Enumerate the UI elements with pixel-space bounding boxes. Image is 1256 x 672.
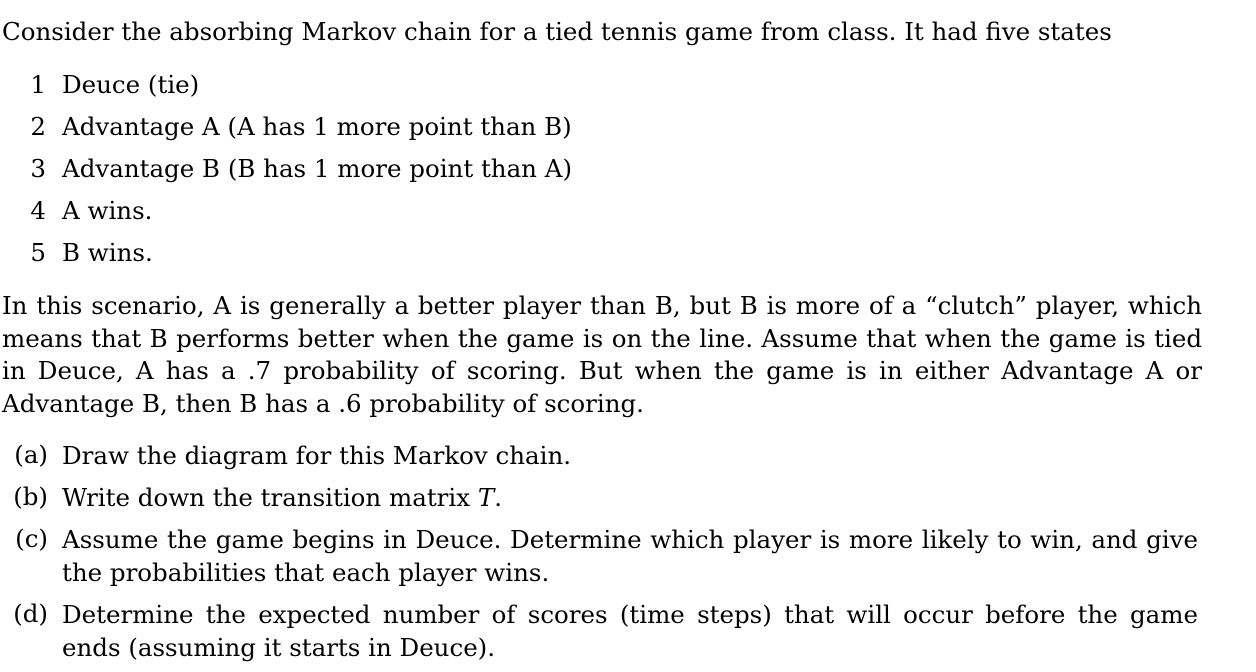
state-label: Advantage A (A has 1 more point than B) (62, 112, 572, 141)
state-label: B wins. (62, 238, 153, 267)
scenario-paragraph: In this scenario, A is generally a better player than B, but B is more of a “clutch” player, which means that B performs better when the game is on the line. Assume that when the game is tied in Deuce, A has a .7 probability of scoring. But when the game is in either Advantage A or Advantage B, then B has a .6 probability of scoring. (2, 291, 1202, 418)
state-label: A wins. (62, 196, 153, 225)
question-text: Assume the game begins in Deuce. Determine which player is more likely to win, and give the probabilities that each player wins. (62, 525, 1198, 587)
question-label: (b) (13, 482, 48, 511)
question-text-part: Write down the transition matrix (62, 483, 478, 512)
matrix-symbol: T (477, 483, 495, 512)
question-text (62, 481, 1198, 514)
question-label: (c) (15, 524, 48, 553)
state-number: 4 (30, 196, 46, 225)
state-number: 3 (30, 154, 46, 183)
state-label: Deuce (tie) (62, 70, 200, 99)
question-label: (a) (14, 440, 48, 469)
question-text-part: . (494, 483, 502, 512)
state-number: 1 (30, 70, 46, 99)
intro-text: Consider the absorbing Markov chain for a tied tennis game from class. It had five states (2, 17, 1112, 46)
question-label: (d) (13, 599, 48, 628)
state-label: Advantage B (B has 1 more point than A) (62, 154, 573, 183)
state-number: 2 (30, 112, 46, 141)
question-text: Determine the expected number of scores (time steps) that will occur before the game ends (assuming it starts in Deuce). (62, 600, 1198, 662)
state-number: 5 (30, 238, 46, 267)
question-text: Draw the diagram for this Markov chain. (62, 441, 572, 470)
